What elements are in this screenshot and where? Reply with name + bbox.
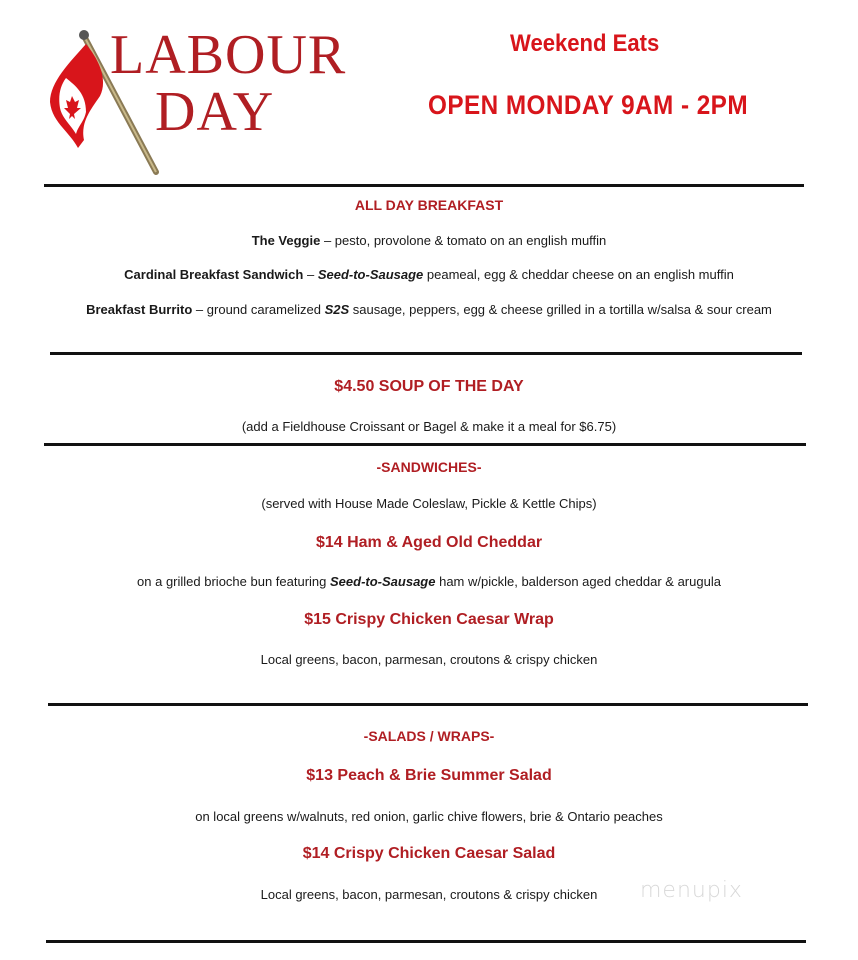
section-heading-salads: -SALADS / WRAPS- (363, 728, 495, 744)
section-heading-soup: $4.50 SOUP OF THE DAY (334, 378, 524, 395)
item-desc: pesto, provolone & tomato on an english muffin (334, 233, 607, 248)
item-brand: Seed-to-Sausage (330, 574, 436, 589)
menu-item-desc-caesar-salad: Local greens, bacon, parmesan, croutons & crispy chicken (260, 887, 598, 902)
labour-day-logo (40, 22, 360, 182)
item-name: Cardinal Breakfast Sandwich (124, 267, 304, 282)
item-name: The Veggie (251, 233, 321, 248)
title-labour: LABOUR (110, 24, 347, 86)
sandwiches-note: (served with House Made Coleslaw, Pickle & Kettle Chips) (261, 496, 597, 511)
item-brand: Seed-to-Sausage (317, 267, 424, 282)
menu-item-the-veggie (0, 233, 858, 248)
item-desc: sausage, peppers, egg & cheese grilled in a tortilla w/salsa & sour cream (349, 302, 772, 317)
opening-hours: OPEN MONDAY 9AM - 2PM (428, 90, 749, 120)
item-desc: ham w/pickle, balderson aged cheddar & arugula (435, 574, 721, 589)
divider (48, 703, 808, 706)
divider (50, 352, 802, 355)
divider (44, 184, 804, 187)
menu-item-desc-caesar-wrap: Local greens, bacon, parmesan, croutons & crispy chicken (260, 652, 598, 667)
item-desc: peameal, egg & cheddar cheese on an english muffin (423, 267, 734, 282)
section-heading-breakfast: ALL DAY BREAKFAST (354, 197, 504, 213)
title-day: DAY (155, 81, 275, 143)
menu-item-title-peach-brie: $13 Peach & Brie Summer Salad (306, 767, 552, 784)
menupix-watermark: menupix (640, 878, 743, 903)
item-brand: S2S (324, 302, 350, 317)
soup-note: (add a Fieldhouse Croissant or Bagel & make it a meal for $6.75) (241, 419, 617, 434)
section-heading-sandwiches: -SANDWICHES- (376, 459, 482, 475)
menu-item-title-caesar-wrap: $15 Crispy Chicken Caesar Wrap (304, 611, 554, 628)
item-sep: – (303, 267, 318, 282)
menu-item-title-caesar-salad: $14 Crispy Chicken Caesar Salad (302, 845, 556, 862)
item-desc-pre: on a grilled brioche bun featuring (137, 574, 330, 589)
divider (46, 940, 806, 943)
subtitle-weekend-eats: Weekend Eats (510, 30, 660, 57)
menu-item-desc-peach-brie: on local greens w/walnuts, red onion, garlic chive flowers, brie & Ontario peaches (195, 809, 663, 824)
item-desc-pre: ground caramelized (206, 302, 325, 317)
item-sep: – (320, 233, 335, 248)
item-name: Breakfast Burrito (86, 302, 193, 317)
menu-item-desc-ham-cheddar (0, 574, 858, 589)
menu-item-title-ham-cheddar: $14 Ham & Aged Old Cheddar (315, 534, 543, 551)
menu-item-breakfast-burrito (0, 302, 858, 317)
divider (44, 443, 806, 446)
menu-item-cardinal-sandwich (0, 267, 858, 282)
item-sep: – (192, 302, 207, 317)
